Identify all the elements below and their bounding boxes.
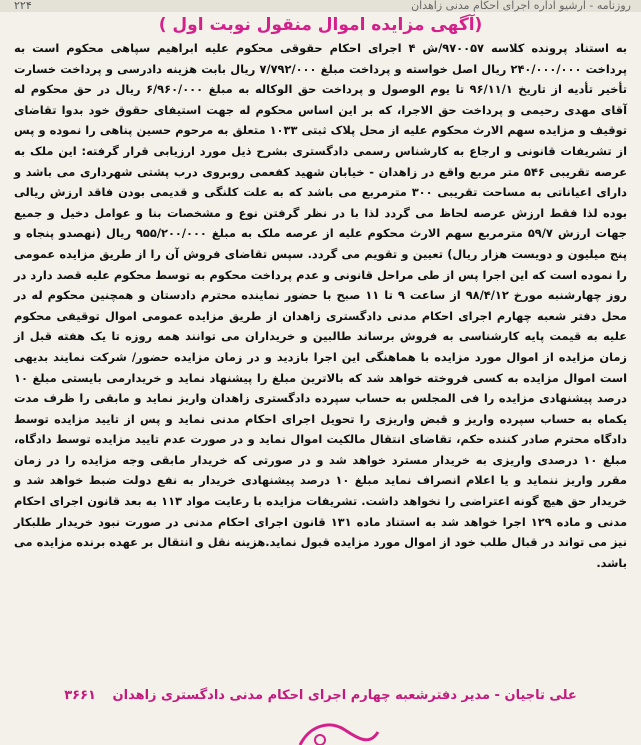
signature-line	[14, 688, 627, 703]
notice-body	[14, 38, 627, 573]
notice-body-paragraph: به استناد پرونده کلاسه ۹۷۰۰۵۷/ش ۴ اجرای احکام حقوقی محکوم علیه ابراهیم سپاهی محکوم است به پرداخت ۲۴۰/۰۰۰/۰۰۰ ریال اصل خواسته و پرداخت مبلغ ۷/۷۹۲/۰۰۰ ریال بابت هزینه دادرسی و پرداخت خسارت تأخیر تأدیه از تاریخ ۹۶/۱۱/۱ تا یوم الوصول و پرداخت حق الوکاله به مبلغ ۶/۹۶۰/۰۰۰ ریال در حق محکوم له آقای مهدی رحیمی و پرداخت حق الاجرا، که بر این اساس محکوم له جهت استیفای حقوق خود بدوا تقاضای توقیف و مزایده سهم الارث محکوم علیه از محل پلاک ثبتی ۱۰۳۳ متعلق به مرحوم حسین پناهی را نموده و پس از تشریفات قانونی و ارجاع به کارشناس رسمی دادگستری بشرح ذیل مورد ارزیابی قرار گرفته: این ملک به عرصه تقریبی ۵۴۶ متر مربع واقع در زاهدان - خیابان شهید کفعمی روبروی درب پشتی شهرداری می باشد و دارای اعیاناتی به مساحت تقریبی ۳۰۰ مترمربع می باشد که به علت کلنگی و قدیمی بودن فاقد ارزش ریالی بوده لذا فقط ارزش عرصه لحاظ می گردد لذا با در نظر گرفتن نوع و مشخصات بنا و عوامل دخیل و جمیع جهات ارزش ۵۹/۷ مترمربع سهم الارث محکوم علیه از عرصه ملک به مبلغ ۹۵۵/۲۰۰/۰۰۰ ریال (نهصدو پنجاه و پنج میلیون و دویست هزار ریال) تعیین و تقویم می گردد. سپس تقاضای فروش آن را از طریق مزایده عمومی را نموده است که این اجرا پس از طی مراحل قانونی و عدم پرداخت محکوم به توسط محکوم علیه قصد دارد در روز چهارشنبه مورخ ۹۸/۴/۱۲ از ساعت ۹ تا ۱۱ صبح با حضور نماینده محترم دادستان و همچنین محکوم له در محل دفتر شعبه چهارم اجرای احکام مدنی دادگستری زاهدان از طریق مزایده عمومی اموال توقیفی محکوم علیه به قیمت پایه کارشناسی به فروش برساند طالبین و خریداران می توانند همه روزه تا یک هفته قبل از زمان مزایده از اموال مورد مزایده با هماهنگی این اجرا بازدید و در زمان مزایده حضور/ شرکت نمایند بدیهی است اموال مزایده به کسی فروخته خواهد شد که بالاترین مبلغ را پیشنهاد نماید و خریدارمی بایستی مبلغ ۱۰ درصد پیشنهادی مزایده را فی المجلس به حساب سپرده دادگستری زاهدان واریز نماید و مابقی را ظرف مدت یکماه به حساب سپرده واریز و قبض واریزی را تحویل اجرای احکام مدنی نماید و پس از تایید مزایده توسط دادگاه محترم صادر کننده حکم، تقاضای انتقال مالکیت اموال نماید و در صورت عدم تایید مزایده توسط دادگاه، مبلغ ۱۰ درصدی واریزی به خریدار مسترد خواهد شد و در صورتی که خریدار مابقی وجه مزایده را در زمان مقرر واریز ننماید و یا اعلام انصراف نماید مبلغ ۱۰ درصد پیشنهادی خریدار به نفع دولت ضبط خواهد شد و خریدار حق هیچ گونه اعتراضی را نخواهد داشت. تشریفات مزایده با رعایت مواد ۱۱۳ به بعد قانون اجرای احکام مدنی و ماده ۱۲۹ اجرا خواهد شد به استناد ماده ۱۳۱ قانون اجرای احکام مدنی در صورت نبود خریدار طلبکار نیز می تواند در قبال طلب خود از اموال مورد مزایده قبول نماید.هزینه نقل و انتقال بر عهده برنده مزایده می باشد.	[14, 41, 628, 570]
page-number: ۲۲۴	[14, 0, 32, 12]
notice-code: ۳۶۶۱	[64, 688, 96, 703]
header-strip	[0, 0, 641, 12]
signature-text: علی تاجیان - مدیر دفترشعبه چهارم اجرای احکام مدنی دادگستری زاهدان	[112, 688, 577, 703]
notice-title: (آگهی مزایده اموال منقول نوبت اول )	[158, 15, 483, 35]
header-strip-text: روزنامه - آرشیو اداره اجرای احکام مدنی زاهدان	[411, 0, 631, 12]
stamp-fragment	[290, 720, 380, 745]
